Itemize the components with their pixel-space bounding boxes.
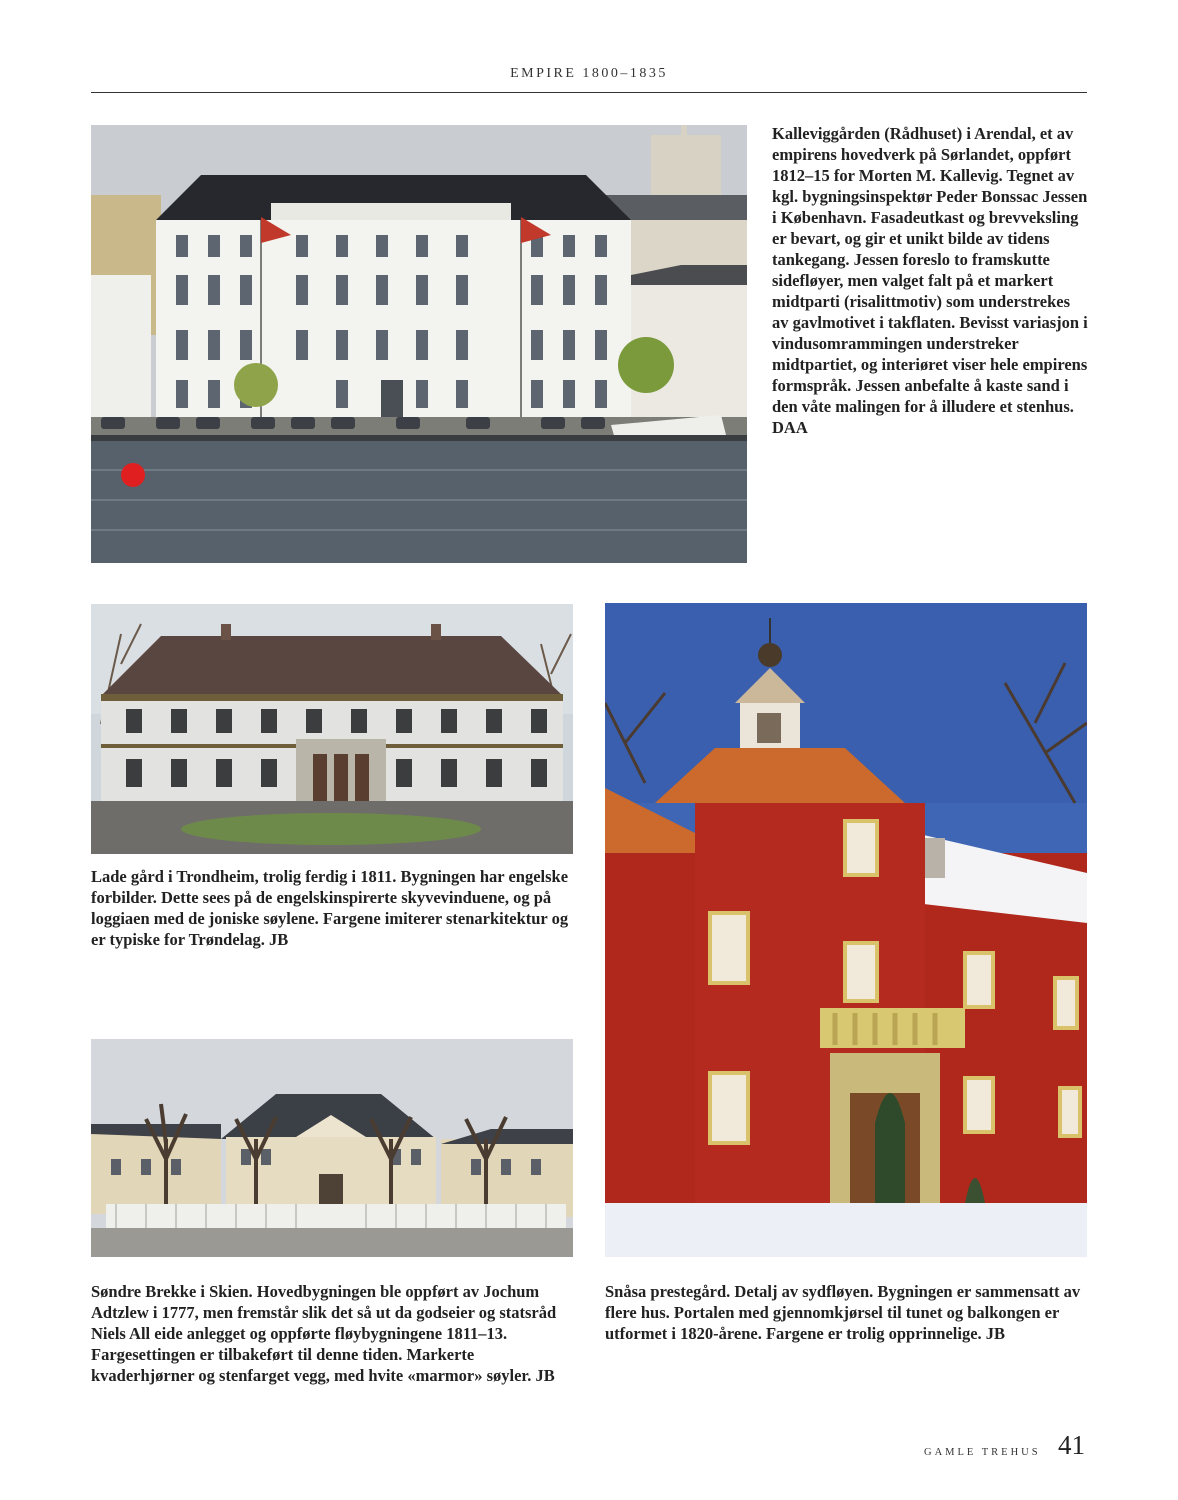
photo-kalleviggarden xyxy=(91,125,747,563)
caption-lade-gard: Lade gård i Trondheim, trolig ferdig i 1811. Bygningen har engelske forbilder. Dette sees på de engelskinspirerte skyvevinduene, og på loggiaen med de joniske søylene. Fargene imiterer stenarkitektur og er typiske for Trøndelag. JB xyxy=(91,867,569,949)
caption-sondre-brekke: Søndre Brekke i Skien. Hovedbygningen ble oppført av Jochum Adtzlew i 1777, men fremstår slik det så ut da godseier og statsråd Niels All eide anlegget og oppførte fløybygningene 1811–13. Fargesettingen er tilbakeført til denne tiden. Markerte kvaderhjørner og stenfarget vegg, med hvite «marmor» søyler. JB xyxy=(91,1282,557,1385)
header-rule xyxy=(91,92,1087,93)
caption-kalleviggarden: Kalleviggården (Rådhuset) i Arendal, et av empirens hovedverk på Sørlandet, oppført 1812–15 for Morten M. Kallevig. Tegnet av kgl. bygningsinspektør Peder Bonssac Jessen i København. Fasadeutkast og brevveksling er bevart, og gir et unikt bilde av tidens tankegang. Jessen foreslo to framskutte sidefløyer, men valget falt på et markert midtparti (risalittmotiv) som understrekes av gavlmotivet i takflaten. Bevisst variasjon i vindusomrammingen understreker midtpartiet, og interiøret viser hele empirens formspråk. Jessen anbefalte å kaste sand i den våte malingen for å illudere et stenhus. DAA xyxy=(772,124,1088,437)
running-footer-title: GAMLE TREHUS xyxy=(924,1447,1041,1458)
photo-snasa-prestegard xyxy=(605,603,1087,1257)
photo-sondre-brekke xyxy=(91,1039,573,1257)
page-number: 41 xyxy=(1058,1430,1085,1460)
photo-lade-gard xyxy=(91,604,573,854)
running-header: EMPIRE 1800–1835 xyxy=(510,66,668,81)
caption-snasa-prestegard: Snåsa prestegård. Detalj av sydfløyen. Bygningen er sammensatt av flere hus. Portalen med gjennomkjørsel til tunet og balkongen er utformet i 1820-årene. Fargene er trolig opprinnelige. JB xyxy=(605,1282,1081,1343)
